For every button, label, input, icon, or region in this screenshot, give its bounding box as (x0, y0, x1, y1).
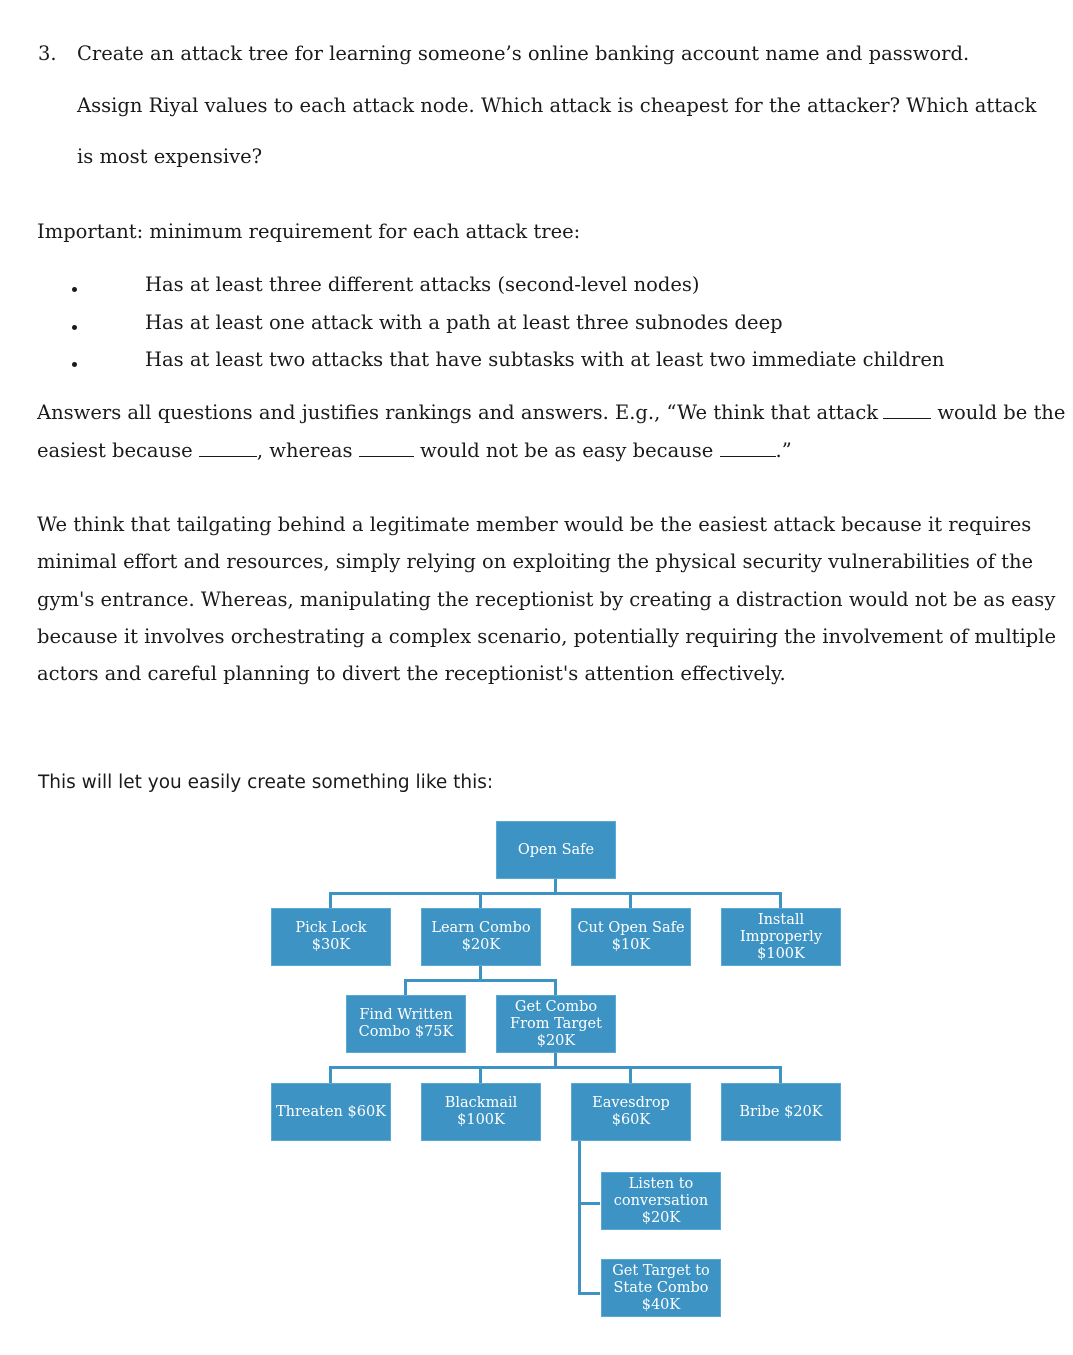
connector-line (329, 1066, 782, 1069)
connector-line (779, 892, 782, 908)
answers-text: , whereas (256, 439, 353, 462)
answer-line: We think that tailgating behind a legitimate member would be the easiest attack because it requires (37, 513, 1032, 536)
answers-instruction-line-1 (37, 401, 1065, 425)
bullet-icon (72, 325, 77, 330)
blank-line (720, 439, 776, 457)
connector-line (578, 1292, 600, 1295)
node-eavesdrop: Eavesdrop $60K (571, 1083, 691, 1141)
node-install-improperly: Install Improperly $100K (721, 908, 841, 966)
answer-line: gym's entrance. Whereas, manipulating the receptionist by creating a distraction would not be as easy (37, 588, 1056, 611)
connector-line (554, 1053, 557, 1067)
connector-line (404, 979, 407, 995)
blank-line (199, 439, 257, 457)
connector-line (779, 1066, 782, 1083)
important-heading: Important: minimum requirement for each attack tree: (37, 220, 581, 243)
connector-line (329, 892, 782, 895)
connector-line (479, 966, 482, 980)
answers-text: .” (775, 439, 792, 462)
answers-text: would not be as easy because (419, 439, 714, 462)
node-learn-combo: Learn Combo $20K (421, 908, 541, 966)
answer-line: minimal effort and resources, simply relying on exploiting the physical security vulnerabilities of the (37, 550, 1034, 573)
requirement-item: Has at least two attacks that have subtasks with at least two immediate children (145, 348, 945, 371)
requirement-item: Has at least three different attacks (second-level nodes) (145, 273, 700, 296)
connector-line (554, 979, 557, 995)
node-cut-open-safe: Cut Open Safe $10K (571, 908, 691, 966)
node-find-written-combo: Find Written Combo $75K (346, 995, 466, 1053)
question-line-2: Assign Riyal values to each attack node. Which attack is cheapest for the attacker? Which attack (77, 94, 1037, 117)
bullet-icon (72, 362, 77, 367)
connector-line (404, 979, 557, 982)
tree-intro-text: This will let you easily create something like this: (38, 772, 494, 793)
connector-line (629, 1066, 632, 1083)
node-get-target-to-state-combo: Get Target to State Combo $40K (601, 1259, 721, 1317)
connector-line (554, 879, 557, 893)
node-bribe: Bribe $20K (721, 1083, 841, 1141)
question-number: 3. (38, 42, 57, 65)
node-listen-to-conversation: Listen to conversation $20K (601, 1172, 721, 1230)
connector-line (578, 1202, 600, 1205)
connector-line (629, 892, 632, 908)
node-open-safe: Open Safe (496, 821, 616, 879)
connector-line (479, 892, 482, 908)
answers-instruction-line-2 (37, 439, 792, 463)
answers-text: Answers all questions and justifies rankings and answers. E.g., “We think that attack (37, 401, 879, 424)
answers-text: would be the (937, 401, 1066, 424)
blank-line (359, 439, 414, 457)
node-blackmail: Blackmail $100K (421, 1083, 541, 1141)
answer-line: because it involves orchestrating a complex scenario, potentially requiring the involvement of multiple (37, 625, 1057, 648)
requirement-item: Has at least one attack with a path at least three subnodes deep (145, 311, 783, 334)
connector-line (329, 892, 332, 908)
connector-line (329, 1066, 332, 1083)
node-get-combo-from-target: Get Combo From Target $20K (496, 995, 616, 1053)
question-line-1: Create an attack tree for learning someone’s online banking account name and password. (77, 42, 970, 65)
blank-line (883, 401, 931, 419)
connector-line (479, 1066, 482, 1083)
node-pick-lock: Pick Lock $30K (271, 908, 391, 966)
answers-text: easiest because (37, 439, 193, 462)
question-line-3: is most expensive? (77, 145, 263, 168)
node-threaten: Threaten $60K (271, 1083, 391, 1141)
connector-line (578, 1141, 581, 1295)
bullet-icon (72, 287, 77, 292)
answer-line: actors and careful planning to divert the receptionist's attention effectively. (37, 662, 786, 685)
